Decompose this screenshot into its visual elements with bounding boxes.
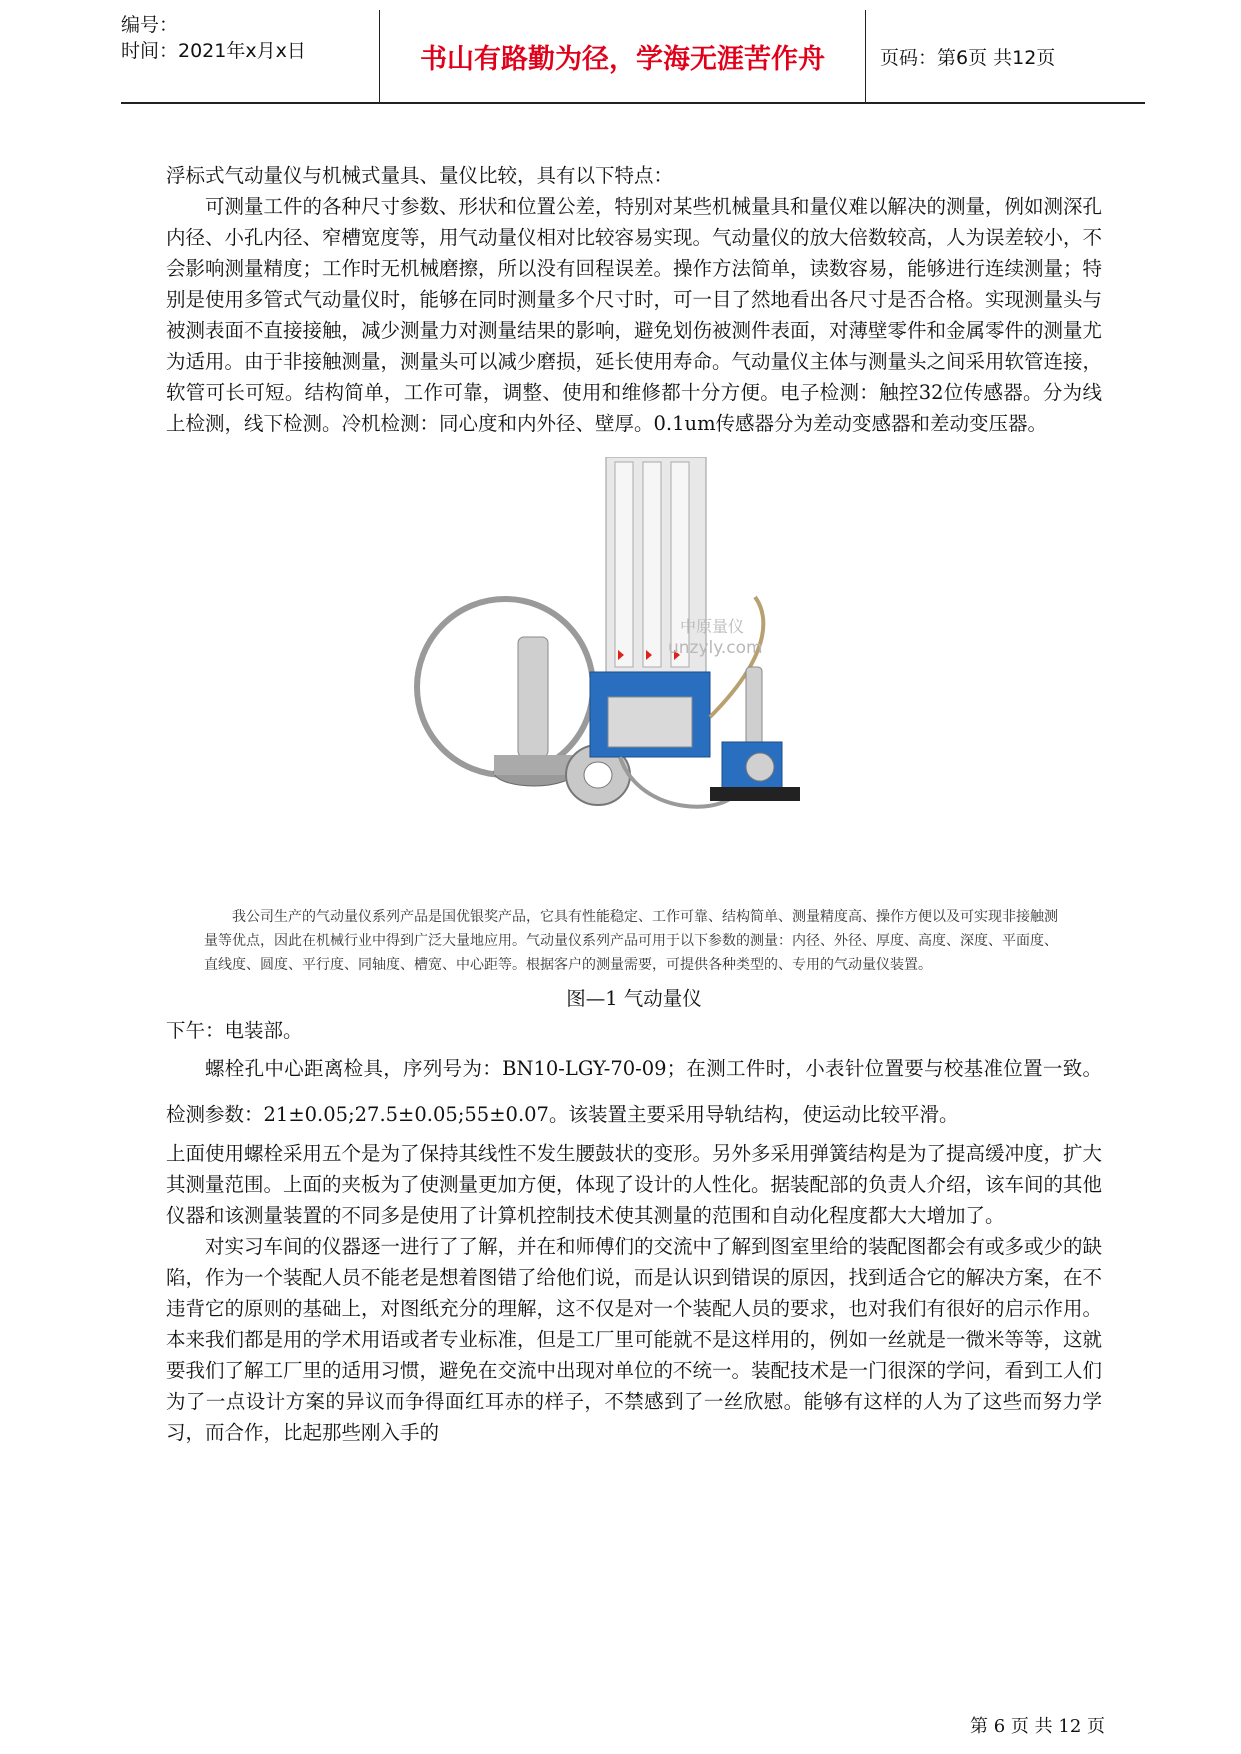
ring-gauge-hole xyxy=(584,762,612,788)
probe-left xyxy=(518,637,548,757)
header-page-info: 页码：第6页 共12页 xyxy=(880,46,1056,69)
figure-caption: 图—1 气动量仪 xyxy=(566,987,702,1010)
page-header xyxy=(121,10,1145,104)
paragraph-afternoon: 下午：电装部。 xyxy=(166,1019,303,1042)
document-body xyxy=(166,160,1102,1448)
header-motto: 书山有路勤为径，学海无涯苦作舟 xyxy=(380,10,866,102)
gauge-tube-2 xyxy=(643,462,661,667)
fixture-base xyxy=(710,787,800,801)
document-number-label: 编号： xyxy=(121,14,179,36)
watermark-url: unzyly.com xyxy=(668,638,763,658)
page-footer: 第 6 页 共 12 页 xyxy=(970,1716,1105,1737)
gauge-tube-1 xyxy=(615,462,633,667)
hose-loop-left xyxy=(417,599,593,775)
probe-right xyxy=(746,667,762,747)
figure-pneumatic-gauge xyxy=(410,457,870,887)
probe-base-ring xyxy=(494,755,574,775)
paragraph-workshop: 对实习车间的仪器逐一进行了了解，并在和师傅们的交流中了解到图室里给的装配图都会有或多或少的缺陷，作为一个装配人员不能老是想着图错了给他们说，而是认识到错误的原因，找到适合它的解决方案，在不违背它的原则的基础上，对图纸充分的理解，这不仅是对一个装配人员的要求，也对我们有很好的启示作用。本来我们都是用的学术用语或者专业标准，但是工厂里可能就不是这样用的，例如一丝就是一微米等等，这就要我们了解工厂里的适用习惯，避免在交流中出现对单位的不统一。装配技术是一门很深的学问，看到工人们为了一点设计方案的异议而争得面红耳赤的样子，不禁感到了一丝欣慰。能够有这样的人为了这些而努力学习，而合作，比起那些刚入手的 xyxy=(166,1235,1103,1444)
fixture-workpiece xyxy=(746,753,774,781)
figure-note: 我公司生产的气动量仪系列产品是国优银奖产品，它具有性能稳定、工作可靠、结构简单、测量精度高、操作方便以及可实现非接触测量等优点，因此在机械行业中得到广泛大量地应用。气动量仪系列产品可用于以下参数的测量：内径、外径、厚度、高度、深度、平面度、直线度、圆度、平行度、同轴度、槽宽、中心距等。根据客户的测量需要，可提供各种类型的、专用的气动量仪装置。 xyxy=(204,909,1058,973)
paragraph-bolt-fixture: 螺栓孔中心距离检具，序列号为：BN10-LGY-70-09；在测工件时，小表针位置要与校基准位置一致。检测参数：21±0.05;27.5±0.05;55±0.07。该装置主要采用导轨结构，使运动比较平滑。 xyxy=(166,1057,1102,1126)
header-meta xyxy=(121,10,380,102)
watermark-text: 中原量仪 xyxy=(680,617,745,636)
paragraph-features: 可测量工件的各种尺寸参数、形状和位置公差，特别对某些机械量具和量仪难以解决的测量，例如测深孔内径、小孔内径、窄槽宽度等，用气动量仪相对比较容易实现。气动量仪的放大倍数较高，人为误差较小，不会影响测量精度；工作时无机械磨擦，所以没有回程误差。操作方法简单，读数容易，能够进行连续测量；特别是使用多管式气动量仪时，能够在同时测量多个尺寸时，可一目了然地看出各尺寸是否合格。实现测量头与被测表面不直接接触，减少测量力对测量结果的影响，避免划伤被测件表面，对薄壁零件和金属零件的测量尤为适用。由于非接触测量，测量头可以减少磨损，延长使用寿命。气动量仪主体与测量头之间采用软管连接，软管可长可短。结构简单，工作可靠，调整、使用和维修都十分方便。电子检测：触控32位传感器。分为线上检测，线下检测。冷机检测：同心度和内外径、壁厚。0.1um传感器分为差动变感器和差动变压器。 xyxy=(166,195,1103,435)
paragraph-intro: 浮标式气动量仪与机械式量具、量仪比较，具有以下特点： xyxy=(166,164,674,187)
paragraph-springs: 上面使用螺栓采用五个是为了保持其线性不发生腰鼓状的变形。另外多采用弹簧结构是为了提高缓冲度，扩大其测量范围。上面的夹板为了使测量更加方便，体现了设计的人性化。据装配部的负责人介绍，该车间的其他仪器和该测量装置的不同多是使用了计算机控制技术使其测量的范围和自动化程度都大大增加了。 xyxy=(166,1142,1103,1227)
valve-block xyxy=(608,697,692,747)
document-time: 时间：2021年x月x日 xyxy=(121,40,306,62)
gauge-tube-3 xyxy=(671,462,689,667)
pneumatic-gauge-illustration xyxy=(410,457,870,887)
